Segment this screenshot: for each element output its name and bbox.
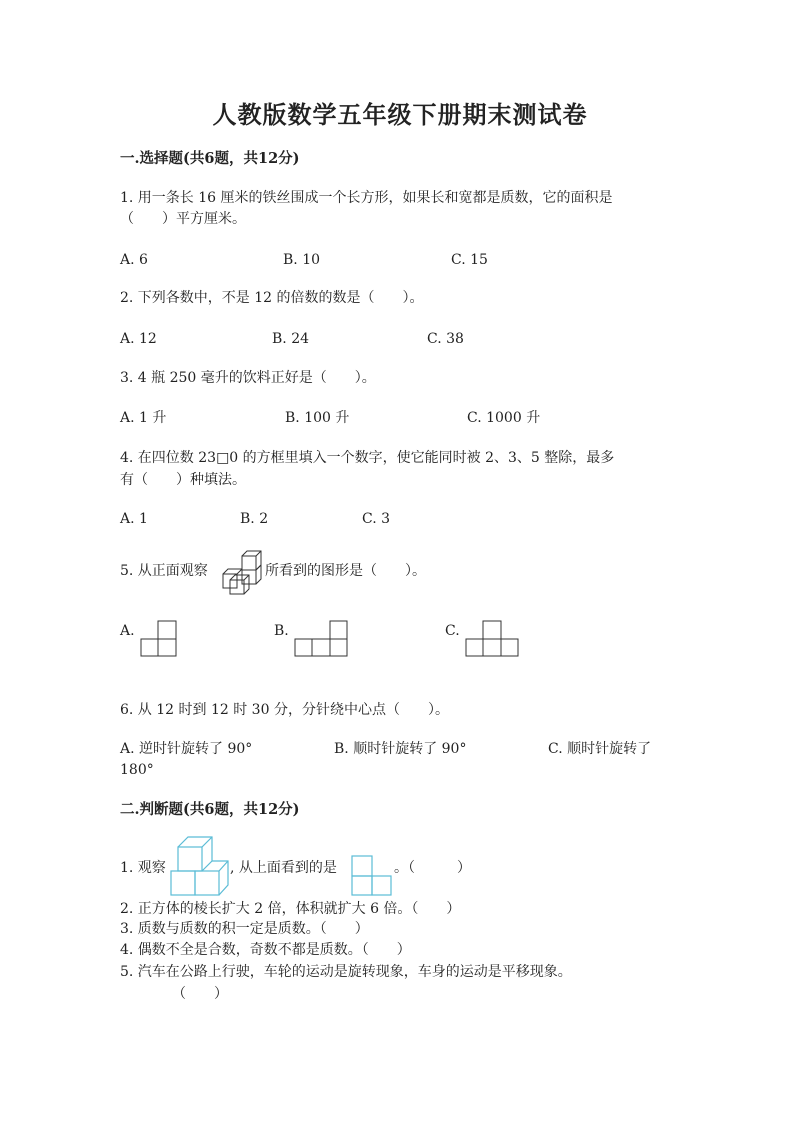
judge-q3: 3. 质数与质数的积一定是质数。（ ） xyxy=(120,921,369,937)
judge-q2: 2. 正方体的棱长扩大 2 倍，体积就扩大 6 倍。（ ） xyxy=(120,901,461,917)
q6-option-a: A. 逆时针旋转了 90° xyxy=(120,741,253,757)
q1-option-a: A. 6 xyxy=(120,252,148,268)
q3-text: 3. 4 瓶 250 毫升的饮料正好是（ ）。 xyxy=(120,370,376,386)
q1-option-c: C. 15 xyxy=(451,252,488,268)
q4-option-b: B. 2 xyxy=(240,511,269,527)
q5-option-c-figure xyxy=(465,620,521,658)
q4-text-line1: 4. 在四位数 23□0 的方框里填入一个数字，使它能同时被 2、3、5 整除，最多 xyxy=(120,450,615,466)
judge-q1-middle: , 从上面看到的是 xyxy=(230,860,337,876)
judge-q1-prefix: 1. 观察 xyxy=(120,860,166,876)
q6-option-c-continued: 180° xyxy=(120,762,154,778)
q5-option-a-label: A. xyxy=(120,623,135,639)
judge-q5-line2: （ ） xyxy=(172,986,228,1002)
q4-option-a: A. 1 xyxy=(120,511,148,527)
judge-q5-line1: 5. 汽车在公路上行驶，车轮的运动是旋转现象，车身的运动是平移现象。 xyxy=(120,964,572,980)
judge-q4: 4. 偶数不全是合数，奇数不都是质数。（ ） xyxy=(120,942,411,958)
section-heading-choice: 一.选择题(共6题，共12分) xyxy=(120,150,300,167)
q1-option-b: B. 10 xyxy=(283,252,321,268)
q5-option-a-figure xyxy=(140,620,178,658)
q6-text: 6. 从 12 时到 12 时 30 分，分针绕中心点（ ）。 xyxy=(120,702,449,718)
q5-option-b-figure xyxy=(294,620,350,658)
q4-option-c: C. 3 xyxy=(362,511,391,527)
q5-option-c-label: C. xyxy=(445,623,460,639)
q1-text-line1: 1. 用一条长 16 厘米的铁丝围成一个长方形，如果长和宽都是质数，它的面积是 xyxy=(120,190,613,206)
page-title: 人教版数学五年级下册期末测试卷 xyxy=(212,100,588,129)
q3-option-a: A. 1 升 xyxy=(120,410,167,426)
q2-option-c: C. 38 xyxy=(427,331,464,347)
judge-q1-suffix: 。（ ） xyxy=(394,860,471,876)
q5-option-b-label: B. xyxy=(274,623,289,639)
q5-text-prefix: 5. 从正面观察 xyxy=(120,563,208,579)
q5-cube-stack-figure xyxy=(216,548,264,596)
q2-option-b: B. 24 xyxy=(272,331,310,347)
q1-text-line2: （ ）平方厘米。 xyxy=(120,211,246,227)
judge-q1-top-view-figure xyxy=(351,855,393,897)
q5-text-suffix: 所看到的图形是（ ）。 xyxy=(265,563,426,579)
judge-q1-cube-figure xyxy=(170,836,230,896)
q6-option-c: C. 顺时针旋转了 xyxy=(548,741,652,757)
q2-option-a: A. 12 xyxy=(120,331,157,347)
q4-text-line2: 有（ ）种填法。 xyxy=(120,472,246,488)
q2-text: 2. 下列各数中，不是 12 的倍数的数是（ ）。 xyxy=(120,290,424,306)
section-heading-judgment: 二.判断题(共6题，共12分) xyxy=(120,801,300,818)
q3-option-b: B. 100 升 xyxy=(285,410,350,426)
q6-option-b: B. 顺时针旋转了 90° xyxy=(334,741,467,757)
q3-option-c: C. 1000 升 xyxy=(467,410,541,426)
